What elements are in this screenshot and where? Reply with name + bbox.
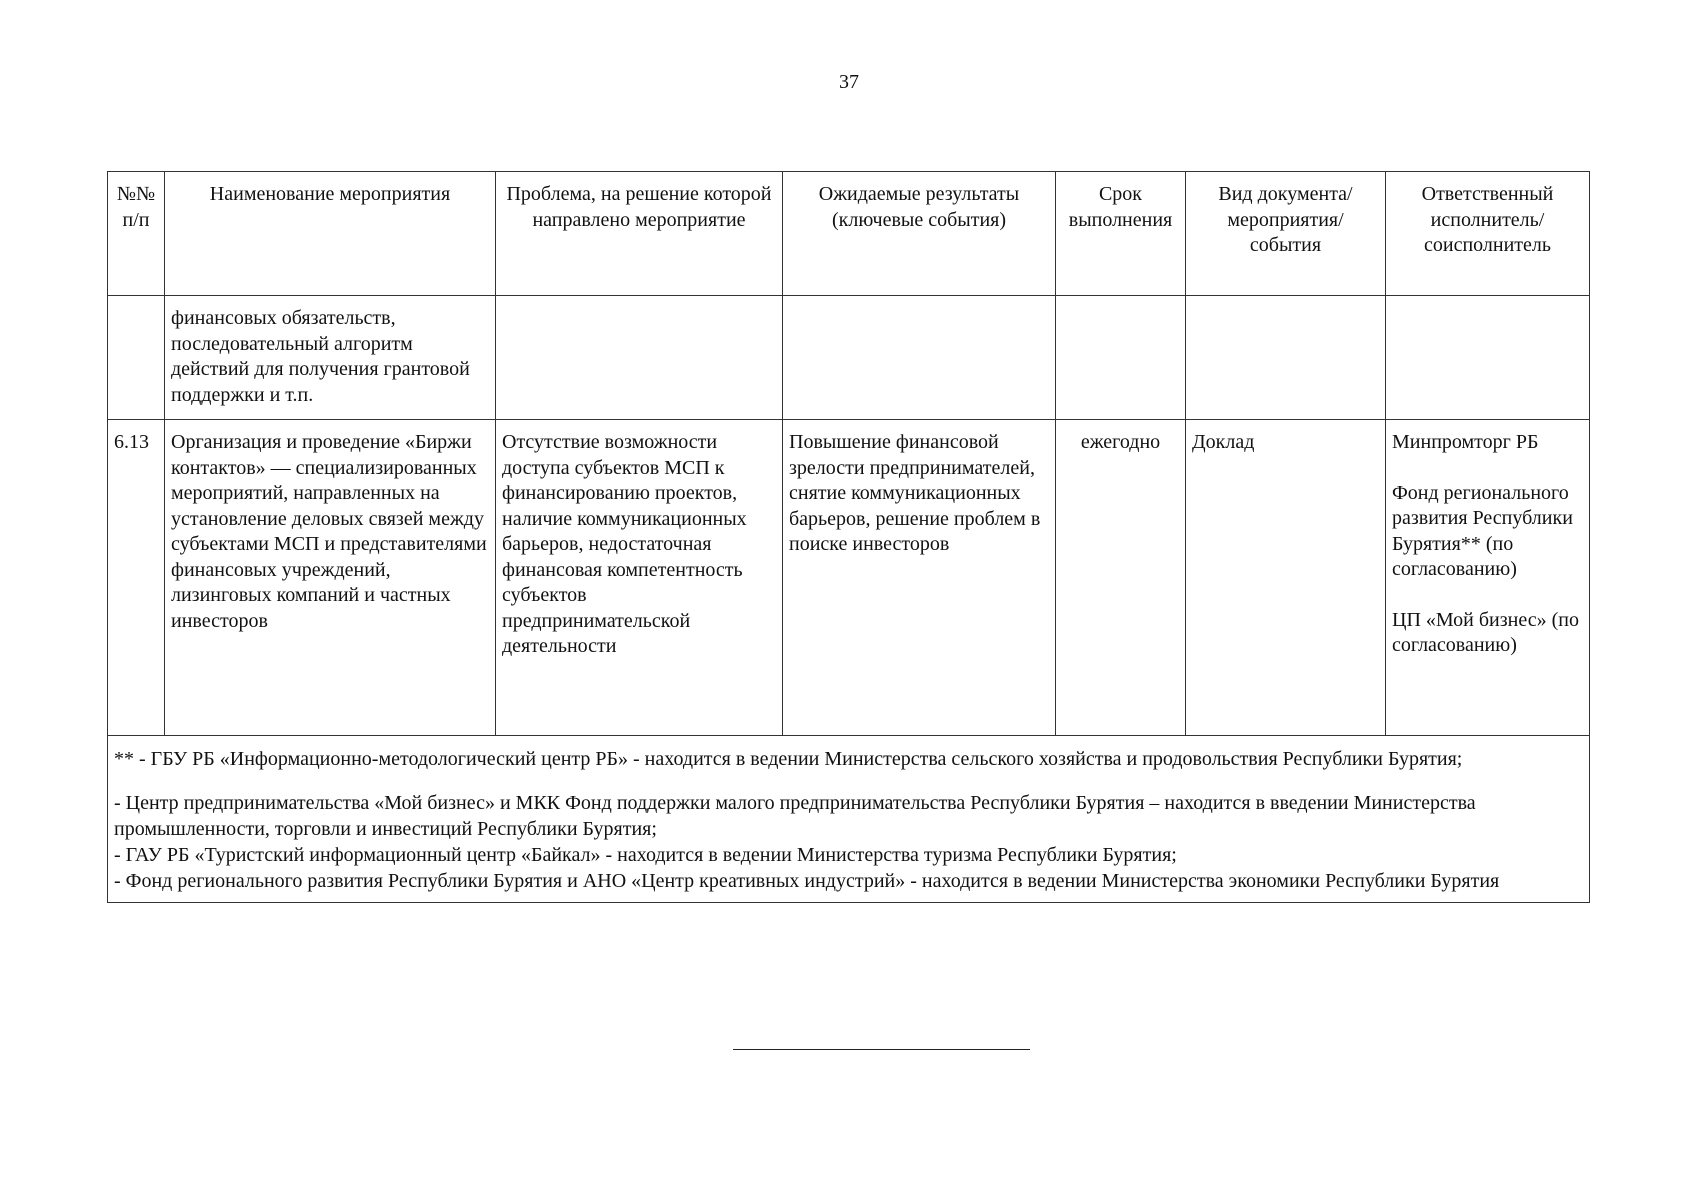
cell-activity-name: Организация и проведение «Биржи контактов» — специализированных мероприятий, направленных на установление деловых связей между субъектами МСП и представителями финансовых учреждений, лизинговых компаний и частных инвесторов xyxy=(165,420,496,736)
header-expected-results: Ожидаемые результаты (ключевые события) xyxy=(783,172,1056,296)
cell-responsible xyxy=(1386,420,1590,736)
header-number: №№ п/п xyxy=(108,172,165,296)
cell-expected-results xyxy=(783,296,1056,420)
header-document-type: Вид документа/ мероприятия/ события xyxy=(1186,172,1386,296)
responsible-primary: Минпромторг РБ xyxy=(1392,431,1539,453)
table-header-row xyxy=(108,172,1590,296)
cell-number xyxy=(108,296,165,420)
table-row xyxy=(108,296,1590,420)
cell-deadline xyxy=(1056,296,1186,420)
header-responsible: Ответственный исполнитель/ соисполнитель xyxy=(1386,172,1590,296)
header-deadline: Срок выполнения xyxy=(1056,172,1186,296)
cell-deadline: ежегодно xyxy=(1056,420,1186,736)
end-divider-line xyxy=(733,1049,1030,1050)
footnote: - ГАУ РБ «Туристский информационный центр «Байкал» - находится в ведении Министерства туризма Республики Бурятия; xyxy=(114,844,1177,866)
table-row xyxy=(108,420,1590,736)
responsible-co-executor: ЦП «Мой бизнес» (по согласованию) xyxy=(1392,608,1579,656)
header-activity-name: Наименование мероприятия xyxy=(165,172,496,296)
cell-problem: Отсутствие возможности доступа субъектов МСП к финансированию проектов, наличие коммуникационных барьеров, недостаточная финансовая компетентность субъектов предпринимательской деятельности xyxy=(496,420,783,736)
notes-cell xyxy=(108,736,1590,903)
cell-responsible xyxy=(1386,296,1590,420)
cell-problem xyxy=(496,296,783,420)
page-number: 37 xyxy=(839,71,859,93)
footnote: - Центр предпринимательства «Мой бизнес» и МКК Фонд поддержки малого предпринимательства Республики Бурятия – находится в введении Министерства промышленности, торговли и инвестиций Республики Бурятия; xyxy=(114,792,1476,840)
footnote: ** - ГБУ РБ «Информационно-методологический центр РБ» - находится в ведении Министерства сельского хозяйства и продовольствия Республики Бурятия; xyxy=(114,748,1463,770)
cell-number: 6.13 xyxy=(108,420,165,736)
activity-plan-table xyxy=(107,171,1590,903)
cell-document-type xyxy=(1186,296,1386,420)
cell-activity-name: финансовых обязательств, последовательный алгоритм действий для получения грантовой поддержки и т.п. xyxy=(165,296,496,420)
header-problem: Проблема, на решение которой направлено мероприятие xyxy=(496,172,783,296)
notes-row xyxy=(108,736,1590,903)
cell-document-type: Доклад xyxy=(1186,420,1386,736)
cell-expected-results: Повышение финансовой зрелости предпринимателей, снятие коммуникационных барьеров, решение проблем в поиске инвесторов xyxy=(783,420,1056,736)
footnote: - Фонд регионального развития Республики Бурятия и АНО «Центр креативных индустрий» - находится в ведении Министерства экономики Республики Бурятия xyxy=(114,870,1500,892)
responsible-co-executor: Фонд регионального развития Республики Бурятия** (по согласованию) xyxy=(1392,481,1573,580)
